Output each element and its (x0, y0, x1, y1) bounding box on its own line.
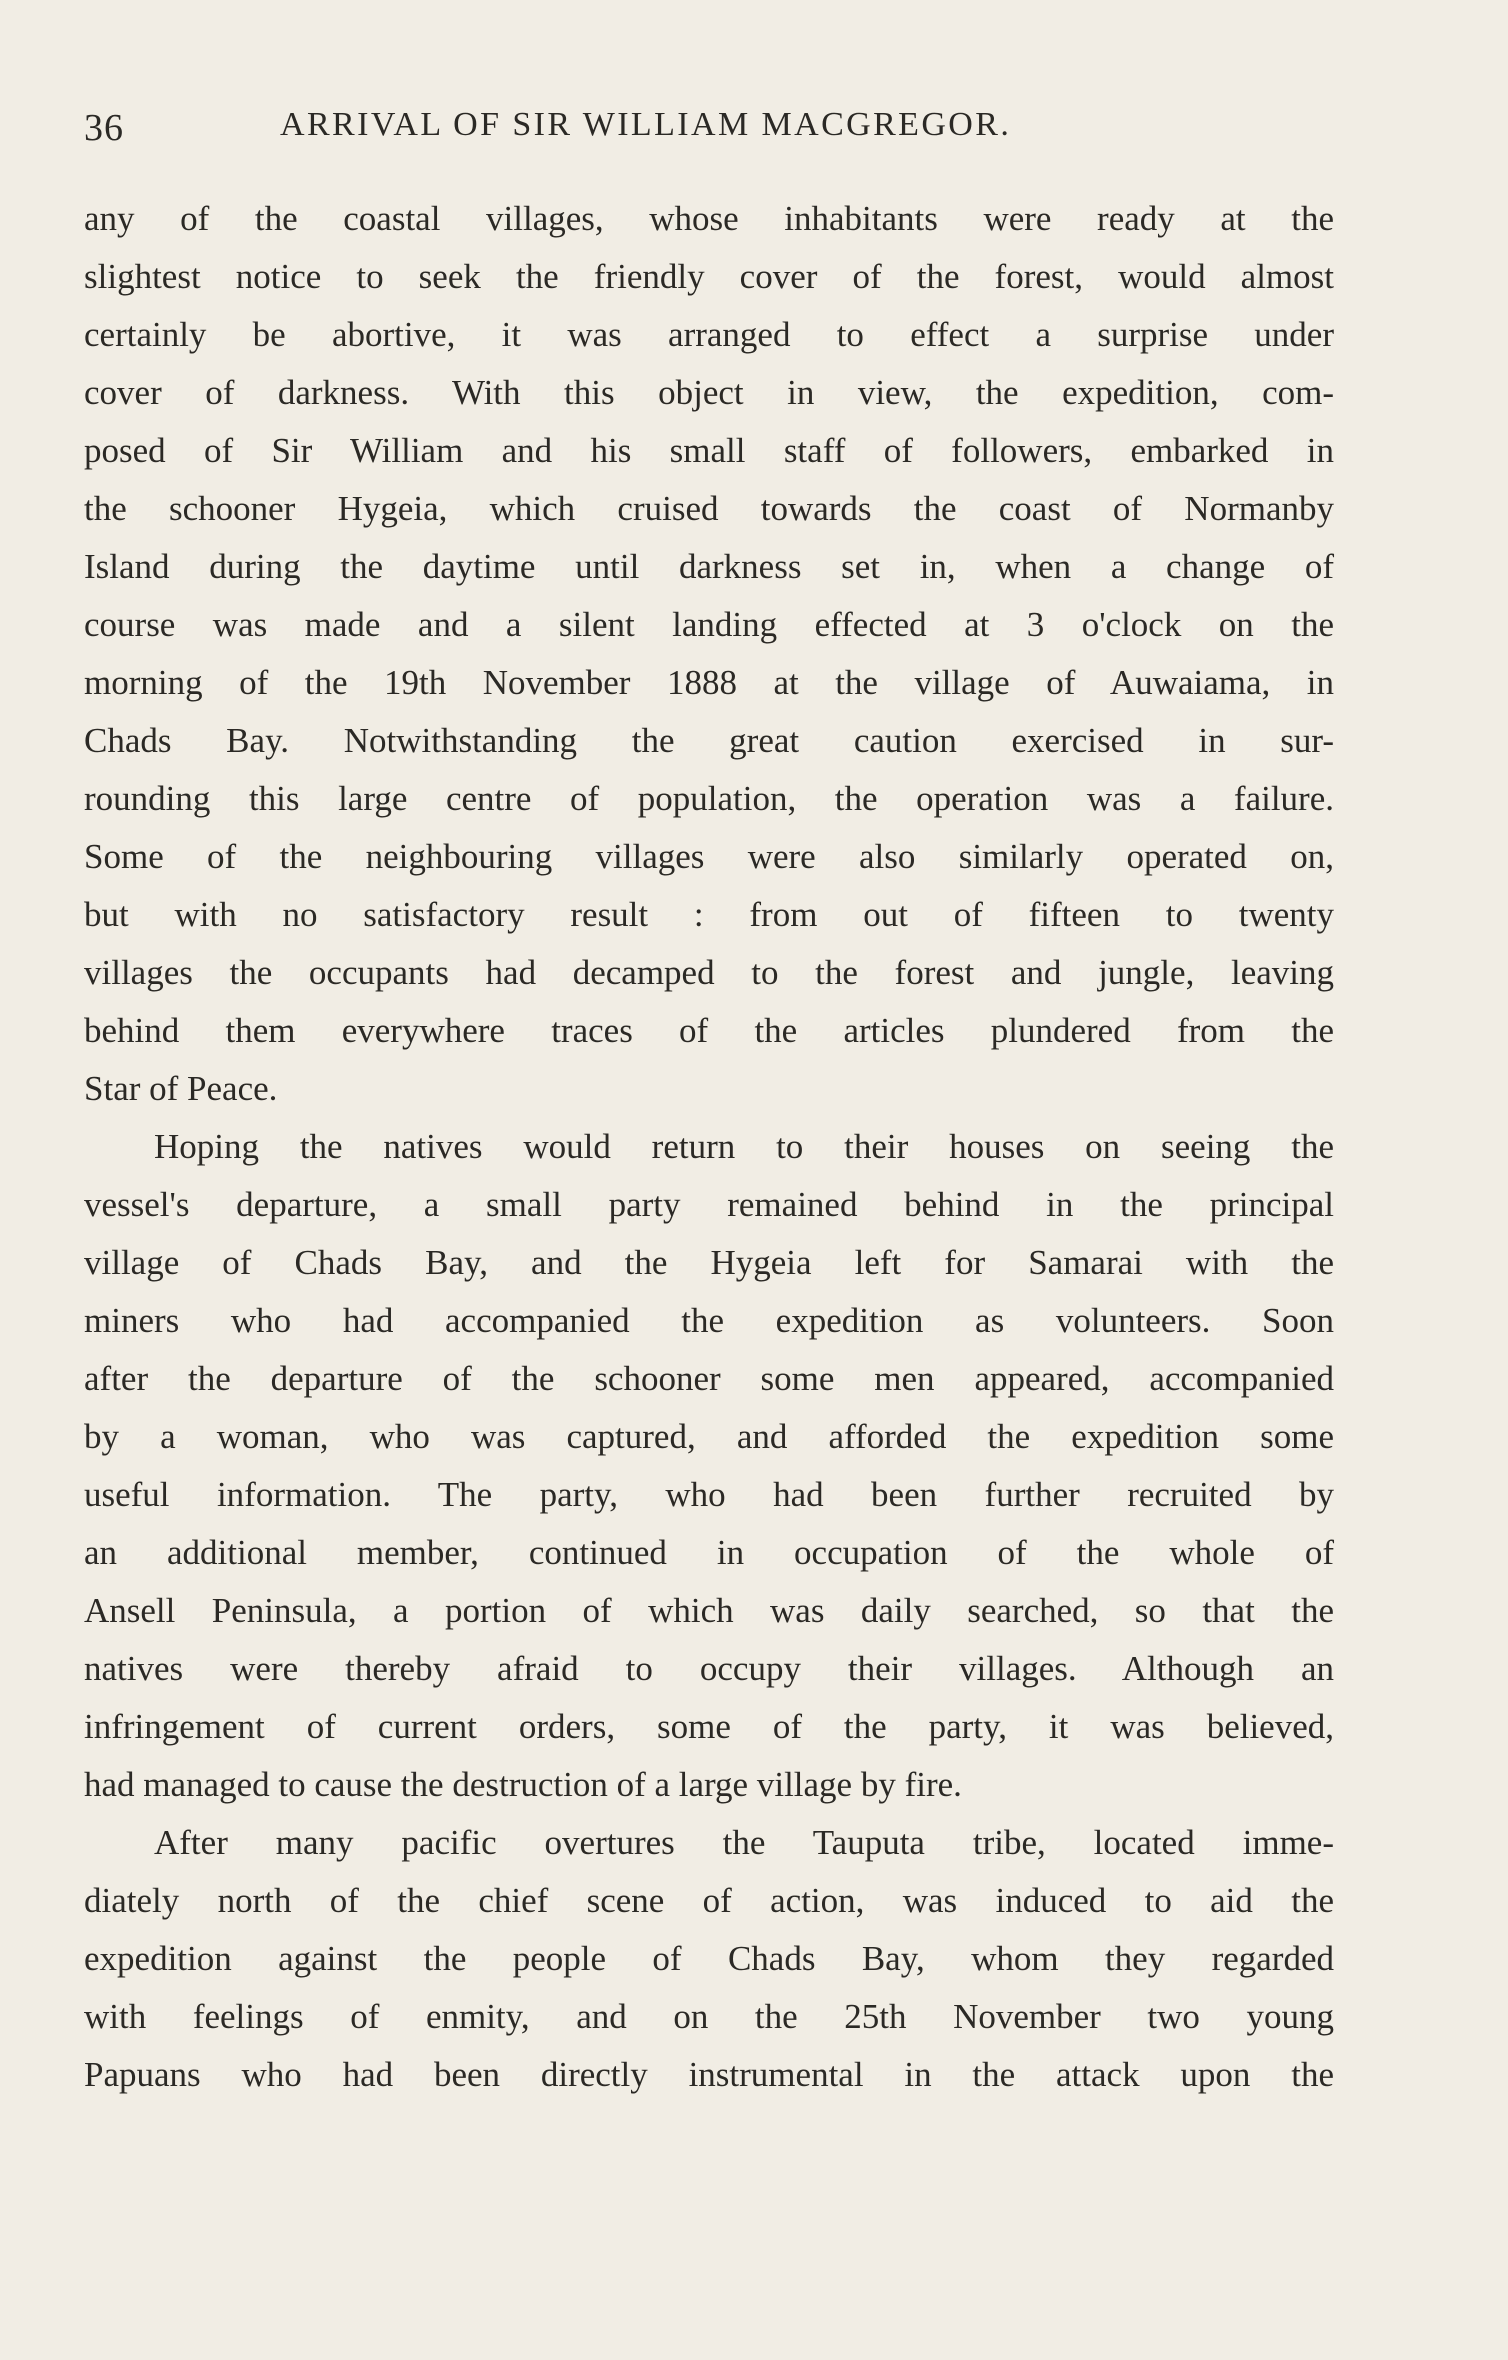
text-line: Some of the neighbouring villages were also similarly operated on, (84, 837, 1334, 876)
text-line: miners who had accompanied the expedition as volunteers. Soon (84, 1301, 1334, 1340)
text-line: slightest notice to seek the friendly cover of the forest, would almost (84, 257, 1334, 296)
text-line: an additional member, continued in occupation of the whole of (84, 1533, 1334, 1572)
text-line: certainly be abortive, it was arranged to effect a surprise under (84, 315, 1334, 354)
text-line: After many pacific overtures the Tauputa tribe, located imme- (154, 1823, 1334, 1862)
text-line: cover of darkness. With this object in view, the expedition, com- (84, 373, 1334, 412)
text-line: behind them everywhere traces of the articles plundered from the (84, 1011, 1334, 1050)
text-line: expedition against the people of Chads Bay, whom they regarded (84, 1939, 1334, 1978)
text-line: posed of Sir William and his small staff of followers, embarked in (84, 431, 1334, 470)
text-line: Island during the daytime until darkness set in, when a change of (84, 547, 1334, 586)
text-line: had managed to cause the destruction of a large village by fire. (84, 1765, 962, 1804)
text-line: Papuans who had been directly instrumental in the attack upon the (84, 2055, 1334, 2094)
text-line: villages the occupants had decamped to the forest and jungle, leaving (84, 953, 1334, 992)
body-text (84, 190, 1334, 2104)
page-header (84, 106, 1334, 166)
text-line: by a woman, who was captured, and afforded the expedition some (84, 1417, 1334, 1456)
paragraph-2 (84, 1118, 1334, 1814)
text-line: Star of Peace. (84, 1069, 278, 1108)
text-line: course was made and a silent landing effected at 3 o'clock on the (84, 605, 1334, 644)
text-line: useful information. The party, who had been further recruited by (84, 1475, 1334, 1514)
paragraph-3 (84, 1814, 1334, 2104)
text-line: any of the coastal villages, whose inhabitants were ready at the (84, 199, 1334, 238)
text-line: village of Chads Bay, and the Hygeia left for Samarai with the (84, 1243, 1334, 1282)
paragraph-1 (84, 190, 1334, 1118)
running-head: ARRIVAL OF SIR WILLIAM MACGREGOR. (280, 106, 1012, 143)
text-line: Chads Bay. Notwithstanding the great caution exercised in sur- (84, 721, 1334, 760)
page-number: 36 (84, 107, 124, 149)
text-line: Hoping the natives would return to their houses on seeing the (154, 1127, 1334, 1166)
text-line: infringement of current orders, some of the party, it was believed, (84, 1707, 1334, 1746)
text-line: Ansell Peninsula, a portion of which was daily searched, so that the (84, 1591, 1334, 1630)
text-line: morning of the 19th November 1888 at the village of Auwaiama, in (84, 663, 1334, 702)
text-line: natives were thereby afraid to occupy their villages. Although an (84, 1649, 1334, 1688)
text-line: after the departure of the schooner some men appeared, accompanied (84, 1359, 1334, 1398)
text-line: but with no satisfactory result : from out of fifteen to twenty (84, 895, 1334, 934)
text-line: diately north of the chief scene of action, was induced to aid the (84, 1881, 1334, 1920)
text-line: vessel's departure, a small party remained behind in the principal (84, 1185, 1334, 1224)
text-line: the schooner Hygeia, which cruised towards the coast of Normanby (84, 489, 1334, 528)
text-line: with feelings of enmity, and on the 25th November two young (84, 1997, 1334, 2036)
text-line: rounding this large centre of population, the operation was a failure. (84, 779, 1334, 818)
